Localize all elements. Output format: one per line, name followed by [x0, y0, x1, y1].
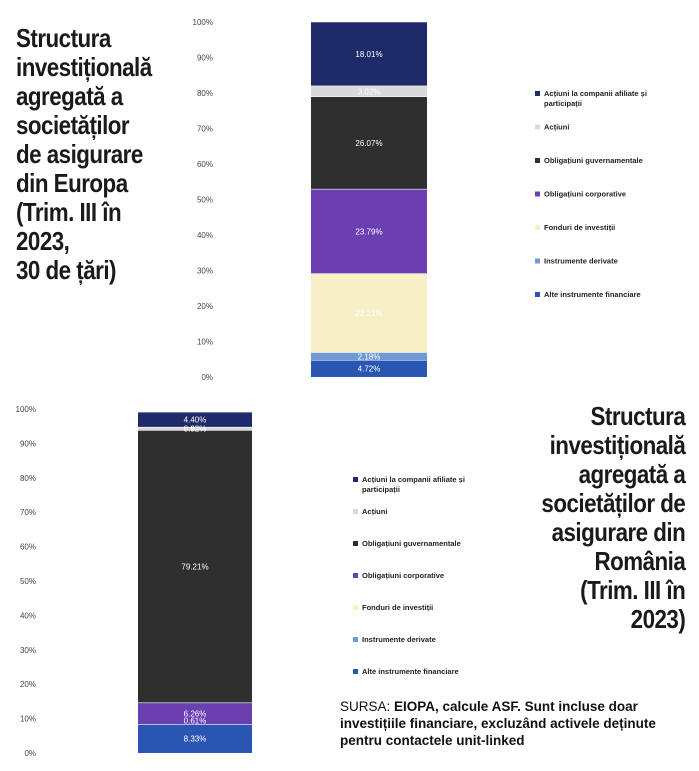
legend-label-derivate: Instrumente derivate: [544, 256, 618, 266]
title-line: România: [594, 546, 685, 576]
data-label-fonduri: 22.21%: [355, 309, 383, 319]
legend-label-actiuni_afiliate: [544, 89, 647, 108]
data-label-obligatiuni_guv: 79.21%: [181, 562, 209, 572]
legend-swatch-fonduri: [535, 225, 540, 230]
y-tick-label: 50%: [196, 195, 213, 205]
y-tick-label: 40%: [196, 231, 213, 240]
data-label-actiuni: 3.02%: [357, 87, 381, 97]
title-line: 2023): [630, 604, 685, 634]
legend-swatch-obligatiuni_corp: [535, 192, 540, 197]
legend-swatch-alte: [535, 292, 540, 297]
legend-label-derivate: Instrumente derivate: [362, 635, 436, 644]
data-label-obligatiuni_guv: 26.07%: [355, 138, 383, 148]
data-label-alte: 4.72%: [357, 364, 381, 374]
data-label-obligatiuni_corp: 23.79%: [355, 227, 383, 237]
title-line: din Europa: [16, 168, 128, 198]
y-tick-label: 70%: [19, 508, 36, 518]
data-label-actiuni_afiliate: 18.01%: [355, 49, 383, 59]
legend-swatch-alte: [353, 669, 358, 674]
y-tick-label: 10%: [19, 714, 36, 724]
y-tick-label: 90%: [19, 439, 36, 449]
y-tick-label: 0%: [24, 749, 36, 758]
y-tick-label: 0%: [201, 373, 213, 382]
legend-label-fonduri: Fonduri de investiții: [362, 603, 434, 612]
y-tick-label: 80%: [196, 89, 213, 98]
chart-europe: [185, 12, 695, 382]
y-tick-label: 10%: [196, 337, 213, 347]
legend-label-actiuni: Acțiuni: [544, 122, 570, 132]
chart-europe-svg: [185, 12, 695, 382]
title-line: investițională: [549, 430, 685, 460]
y-tick-label: 100%: [192, 18, 213, 27]
legend-swatch-derivate: [535, 259, 540, 264]
legend-label-actiuni_afiliate: [362, 475, 465, 494]
title-line: asigurare din: [551, 517, 685, 547]
y-tick-label: 50%: [19, 577, 36, 586]
data-label-alte: 8.33%: [183, 734, 207, 744]
legend-swatch-obligatiuni_corp: [353, 573, 358, 578]
title-romania: [541, 402, 685, 634]
y-tick-label: 30%: [196, 266, 213, 276]
legend-label-line: participații: [544, 99, 582, 108]
legend-swatch-fonduri: [353, 605, 358, 610]
y-tick-label: 80%: [19, 473, 36, 483]
legend-label-line: participații: [362, 485, 400, 494]
legend-swatch-actiuni: [535, 125, 540, 130]
title-line: (Trim. III în: [579, 575, 685, 605]
source-text: EIOPA, calcule ASF. Sunt incluse doar investițiile financiare, excluzând activele deținute pentru contactele unit-linked: [340, 699, 656, 748]
title-line: societăților: [16, 110, 130, 140]
y-tick-label: 30%: [19, 645, 36, 655]
data-label-actiuni: 0.92%: [183, 424, 207, 434]
legend-label-obligatiuni_guv: Obligațiuni guvernamentale: [362, 539, 461, 548]
source-note: [340, 698, 680, 749]
legend-label-actiuni: Acțiuni: [362, 507, 388, 516]
legend-swatch-derivate: [353, 637, 358, 642]
legend-label-obligatiuni_corp: Obligațiuni corporative: [544, 189, 627, 199]
title-line: Structura: [16, 23, 111, 53]
title-line: de asigurare: [16, 139, 143, 169]
legend-swatch-obligatiuni_guv: [535, 158, 540, 163]
legend-label-alte: Alte instrumente financiare: [544, 290, 641, 299]
legend-label-fonduri: Fonduri de investiții: [544, 223, 616, 232]
legend-label-obligatiuni_guv: Obligațiuni guvernamentale: [544, 156, 643, 165]
data-label-derivate: 2.18%: [357, 352, 381, 362]
legend-swatch-actiuni_afiliate: [353, 477, 358, 482]
title-europe: [16, 24, 152, 285]
legend-label-obligatiuni_corp: Obligațiuni corporative: [362, 571, 445, 580]
legend-label-line: Acțiuni la companii afiliate și: [544, 89, 647, 98]
title-line: societăților de: [541, 488, 685, 518]
title-line: Structura: [590, 401, 685, 431]
y-tick-label: 90%: [196, 53, 213, 63]
y-tick-label: 100%: [15, 405, 36, 414]
legend-swatch-actiuni: [353, 509, 358, 514]
y-tick-label: 60%: [19, 542, 36, 552]
y-tick-label: 20%: [19, 680, 36, 690]
y-tick-label: 40%: [19, 611, 36, 621]
data-label-actiuni_afiliate: 4.40%: [183, 415, 207, 425]
y-tick-label: 70%: [196, 124, 213, 134]
legend-label-alte: Alte instrumente financiare: [362, 667, 459, 676]
legend-swatch-actiuni_afiliate: [535, 91, 540, 96]
title-line: 30 de țări): [16, 255, 116, 285]
legend-swatch-obligatiuni_guv: [353, 541, 358, 546]
title-line: agregată a: [16, 81, 123, 111]
title-line: (Trim. III în: [16, 197, 122, 227]
title-line: agregată a: [578, 459, 685, 489]
data-label-obligatiuni_corp: 6.26%: [183, 709, 207, 719]
y-tick-label: 20%: [196, 302, 213, 311]
legend-label-line: Acțiuni la companii afiliate și: [362, 475, 465, 484]
title-line: investițională: [16, 52, 152, 82]
title-line: 2023,: [16, 226, 70, 256]
data-label-extra: 0.61%: [183, 716, 207, 726]
source-label: SURSA:: [340, 699, 391, 714]
y-tick-label: 60%: [196, 160, 213, 169]
